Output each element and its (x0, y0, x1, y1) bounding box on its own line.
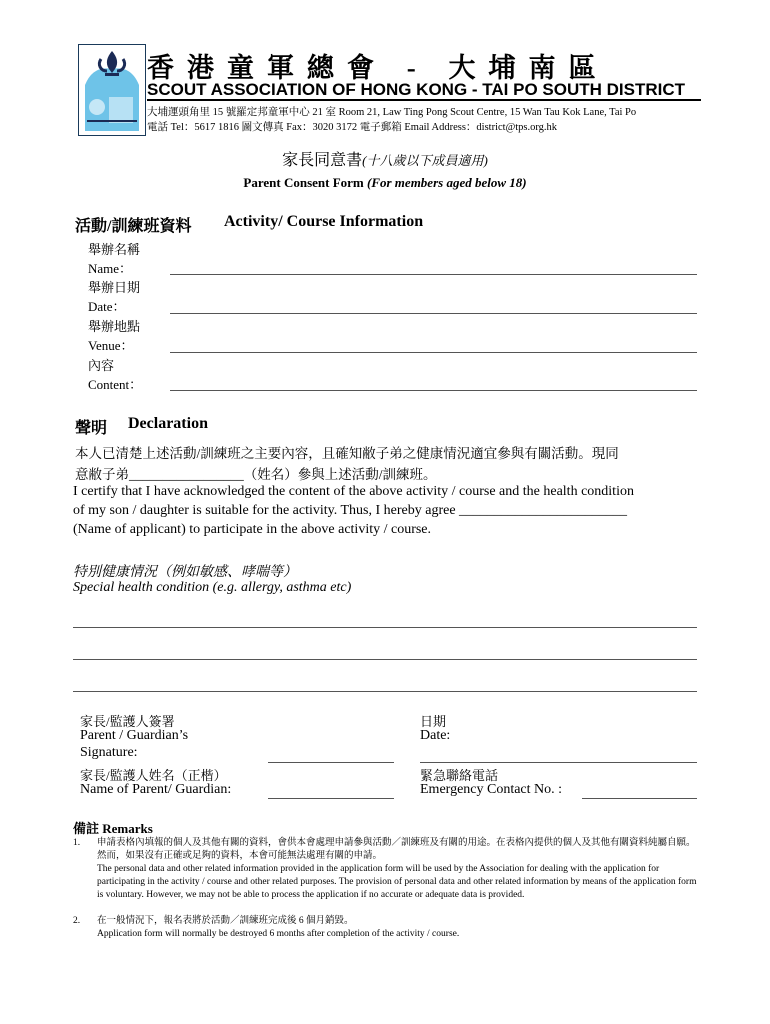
date-input[interactable] (420, 762, 697, 763)
declaration-zh-line1: 本人已清楚上述活動/訓練班之主要內容，且確知敝子弟之健康情況適宜參與有關活動。現同 (75, 446, 619, 461)
emergency-label-zh: 緊急聯絡電話 (420, 768, 499, 783)
title-english: SCOUT ASSOCIATION OF HONG KONG - TAI PO SOUTH DISTRICT (147, 80, 686, 99)
activity-heading-zh: 活動/訓練班資料 (75, 218, 192, 235)
activity-content-input[interactable] (170, 390, 697, 391)
health-input-line-3[interactable] (73, 691, 697, 692)
declaration-en-line3: (Name of applicant) to participate in the above activity / course. (73, 522, 432, 537)
health-input-line-1[interactable] (73, 627, 697, 628)
scout-emblem-icon (79, 45, 145, 135)
title-chinese: 香港童軍總會 - 大埔南區 (147, 53, 609, 83)
field-date-en: Date： (88, 299, 126, 314)
signature-label-zh: 家長/監護人簽署 (80, 714, 175, 729)
declaration-en-line2: of my son / daughter is suitable for the activity. Thus, I hereby agree ________________________ (73, 503, 628, 518)
declaration-heading-zh: 聲明 (75, 420, 108, 437)
title-divider (147, 99, 701, 101)
date-label-zh: 日期 (420, 714, 447, 729)
guardian-name-label-en: Name of Parent/ Guardian: (80, 782, 232, 797)
remark-1 (97, 837, 701, 902)
form-title-english (0, 175, 770, 191)
signature-label-en-2: Signature: (80, 745, 138, 760)
form-title-zh-note: (十八歲以下成員適用) (362, 153, 488, 168)
contact-line: 電話 Tel：5617 1816 圖文傳真 Fax：3020 3172 電子郵箱 Email Address：district@tps.org.hk (147, 122, 558, 133)
remark-2-en: Application form will normally be destroyed 6 months after completion of the activity / course. (97, 929, 460, 939)
health-heading-en: Special health condition (e.g. allergy, asthma etc) (73, 580, 352, 595)
emergency-label-en: Emergency Contact No. : (420, 782, 563, 797)
scout-logo (78, 44, 146, 136)
field-venue-en: Venue： (88, 338, 134, 353)
form-title-en-note: (For members aged below 18) (367, 175, 527, 190)
date-label-en: Date: (420, 728, 451, 743)
signature-input[interactable] (268, 762, 394, 763)
emergency-contact-input[interactable] (582, 798, 697, 799)
remarks-heading (73, 818, 153, 837)
remark-2 (97, 915, 701, 941)
health-input-line-2[interactable] (73, 659, 697, 660)
signature-label-en-1: Parent / Guardian’s (80, 728, 189, 743)
declaration-en-line1: I certify that I have acknowledged the content of the above activity / course and the health condition (73, 484, 634, 499)
remark-1-en: The personal data and other related information provided in the application form will be used by the Association for dealing with the application for participating in the activity / course and other related purposes. The provision of personal data and other related information by means of the application form is voluntary. However, we may not be able to process the application if no accurate or adequate data is provided. (97, 864, 697, 900)
remark-2-number: 2. (73, 916, 81, 926)
field-name-en: Name： (88, 261, 133, 276)
remark-2-zh: 在一般情況下，報名表將於活動／訓練班完成後 6 個月銷毀。 (97, 916, 354, 926)
activity-venue-input[interactable] (170, 352, 697, 353)
form-title-zh-text: 家長同意書 (282, 152, 363, 169)
field-name-zh: 舉辦名稱 (88, 242, 141, 257)
health-heading-zh: 特別健康情況（例如敏感、哮喘等） (73, 565, 297, 580)
field-content-zh: 內容 (88, 358, 115, 373)
field-date-zh: 舉辦日期 (88, 280, 141, 295)
remark-1-number: 1. (73, 838, 81, 848)
guardian-name-label-zh: 家長/監護人姓名（正楷） (80, 768, 227, 783)
remarks-heading-en: Remarks (102, 821, 153, 836)
remarks-heading-zh: 備註 (73, 821, 100, 836)
declaration-heading-en: Declaration (128, 415, 208, 432)
declaration-zh-line2: 意敝子弟_________________（姓名）參與上述活動/訓練班。 (75, 467, 437, 482)
activity-heading-en: Activity/ Course Information (224, 213, 424, 230)
activity-name-input[interactable] (170, 274, 697, 275)
address-line: 大埔運頭角里 15 號羅定邦童軍中心 21 室 Room 21, Law Ting Pong Scout Centre, 15 Wan Tau Kok Lane, Tai Po (147, 107, 637, 118)
form-title-en-text: Parent Consent Form (243, 175, 364, 190)
guardian-name-input[interactable] (268, 798, 394, 799)
field-content-en: Content： (88, 377, 143, 392)
activity-date-input[interactable] (170, 313, 697, 314)
form-title-chinese (0, 147, 770, 170)
remark-1-zh: 申請表格內填報的個人及其他有關的資料，會供本會處理申請參與活動／訓練班及有關的用途。在表格內提供的個人及其他有關資料純屬自願。然而，如果沒有正確或足夠的資料，本會可能無法處理有關的申請。 (97, 838, 696, 861)
field-venue-zh: 舉辦地點 (88, 319, 141, 334)
